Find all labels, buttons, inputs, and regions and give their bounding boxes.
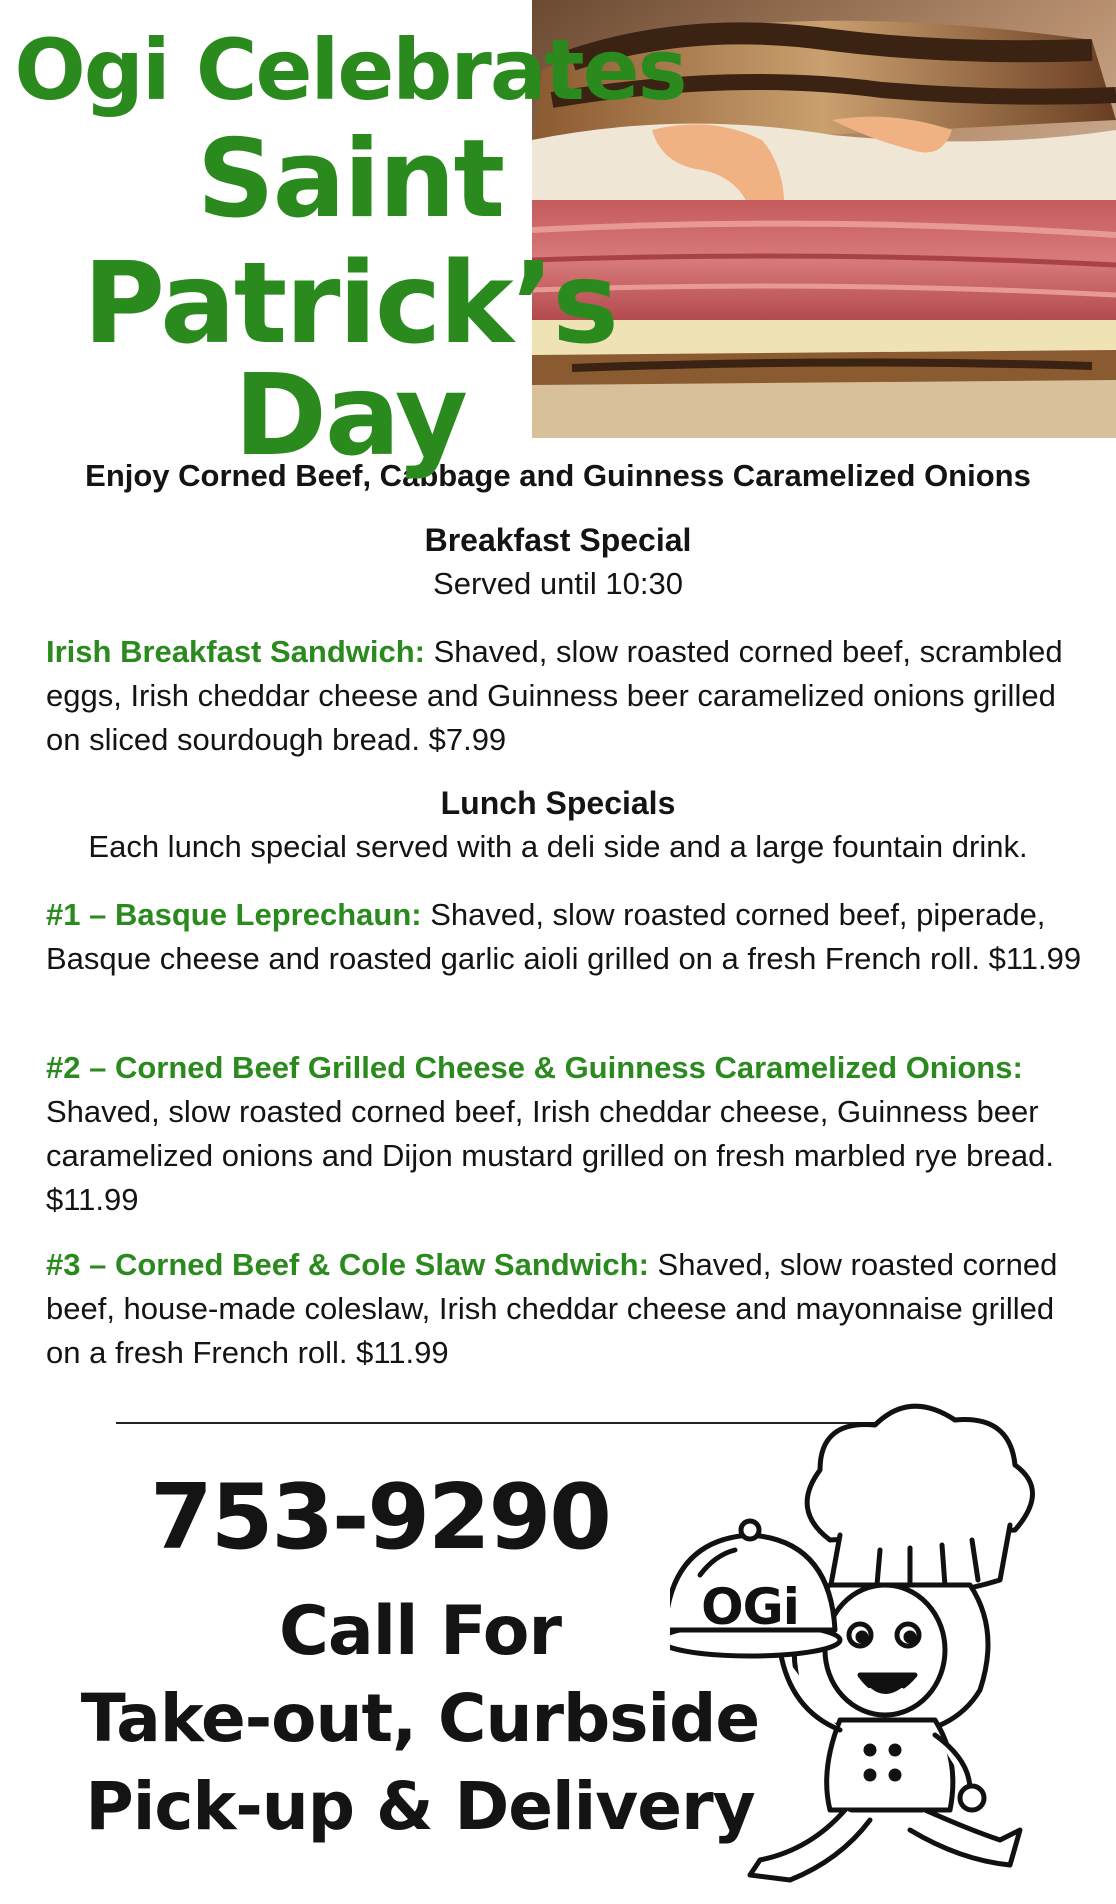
breakfast-item: [46, 630, 1086, 762]
cta-line-1: Call For: [278, 1592, 562, 1671]
title-line-3: Patrick’s Day: [83, 239, 617, 481]
phone-number[interactable]: 753-9290: [150, 1465, 610, 1570]
item-description: Shaved, slow roasted corned beef, house-made coleslaw, Irish cheddar cheese and mayonnaise grilled on a fresh French roll. $11.99: [46, 1247, 1058, 1370]
item-description: Shaved, slow roasted corned beef, piperade, Basque cheese and roasted garlic aioli grilled on a fresh French roll. $11.99: [46, 897, 1082, 976]
ogi-logo: OGi: [701, 1578, 799, 1636]
item-name: #3 – Corned Beef & Cole Slaw Sandwich:: [46, 1247, 649, 1282]
lunch-heading: Lunch Specials: [440, 785, 676, 821]
lunch-item-3: [46, 1243, 1086, 1375]
intro-text: Enjoy Corned Beef, Cabbage and Guinness Caramelized Onions: [85, 458, 1031, 493]
title-line-1: Ogi Celebrates: [14, 21, 686, 119]
item-name: #1 – Basque Leprechaun:: [46, 897, 422, 932]
lunch-item-1: [46, 893, 1086, 981]
item-description: Shaved, slow roasted corned beef, scrambled eggs, Irish cheddar cheese and Guinness beer caramelized onions grilled on sliced sourdough bread. $7.99: [46, 634, 1063, 757]
title-line-2: Saint: [196, 117, 504, 242]
page-title: [0, 21, 700, 481]
item-name: #2 – Corned Beef Grilled Cheese & Guinness Caramelized Onions:: [46, 1050, 1023, 1085]
cta-line-3: Pick-up & Delivery: [85, 1768, 755, 1845]
lunch-item-2: [46, 1046, 1086, 1222]
cta-line-2: Take-out, Curbside: [80, 1680, 760, 1757]
breakfast-subheading: Served until 10:30: [433, 566, 683, 601]
item-name: Irish Breakfast Sandwich:: [46, 634, 426, 669]
item-description: Shaved, slow roasted corned beef, Irish cheddar cheese, Guinness beer caramelized onions and Dijon mustard grilled on fresh marbled rye bread. $11.99: [46, 1094, 1055, 1217]
breakfast-heading: Breakfast Special: [424, 522, 692, 558]
lunch-subheading: Each lunch special served with a deli side and a large fountain drink.: [88, 829, 1028, 864]
chef-mascot-illustration: [670, 1390, 1090, 1890]
chef-hat: [807, 1406, 1032, 1540]
